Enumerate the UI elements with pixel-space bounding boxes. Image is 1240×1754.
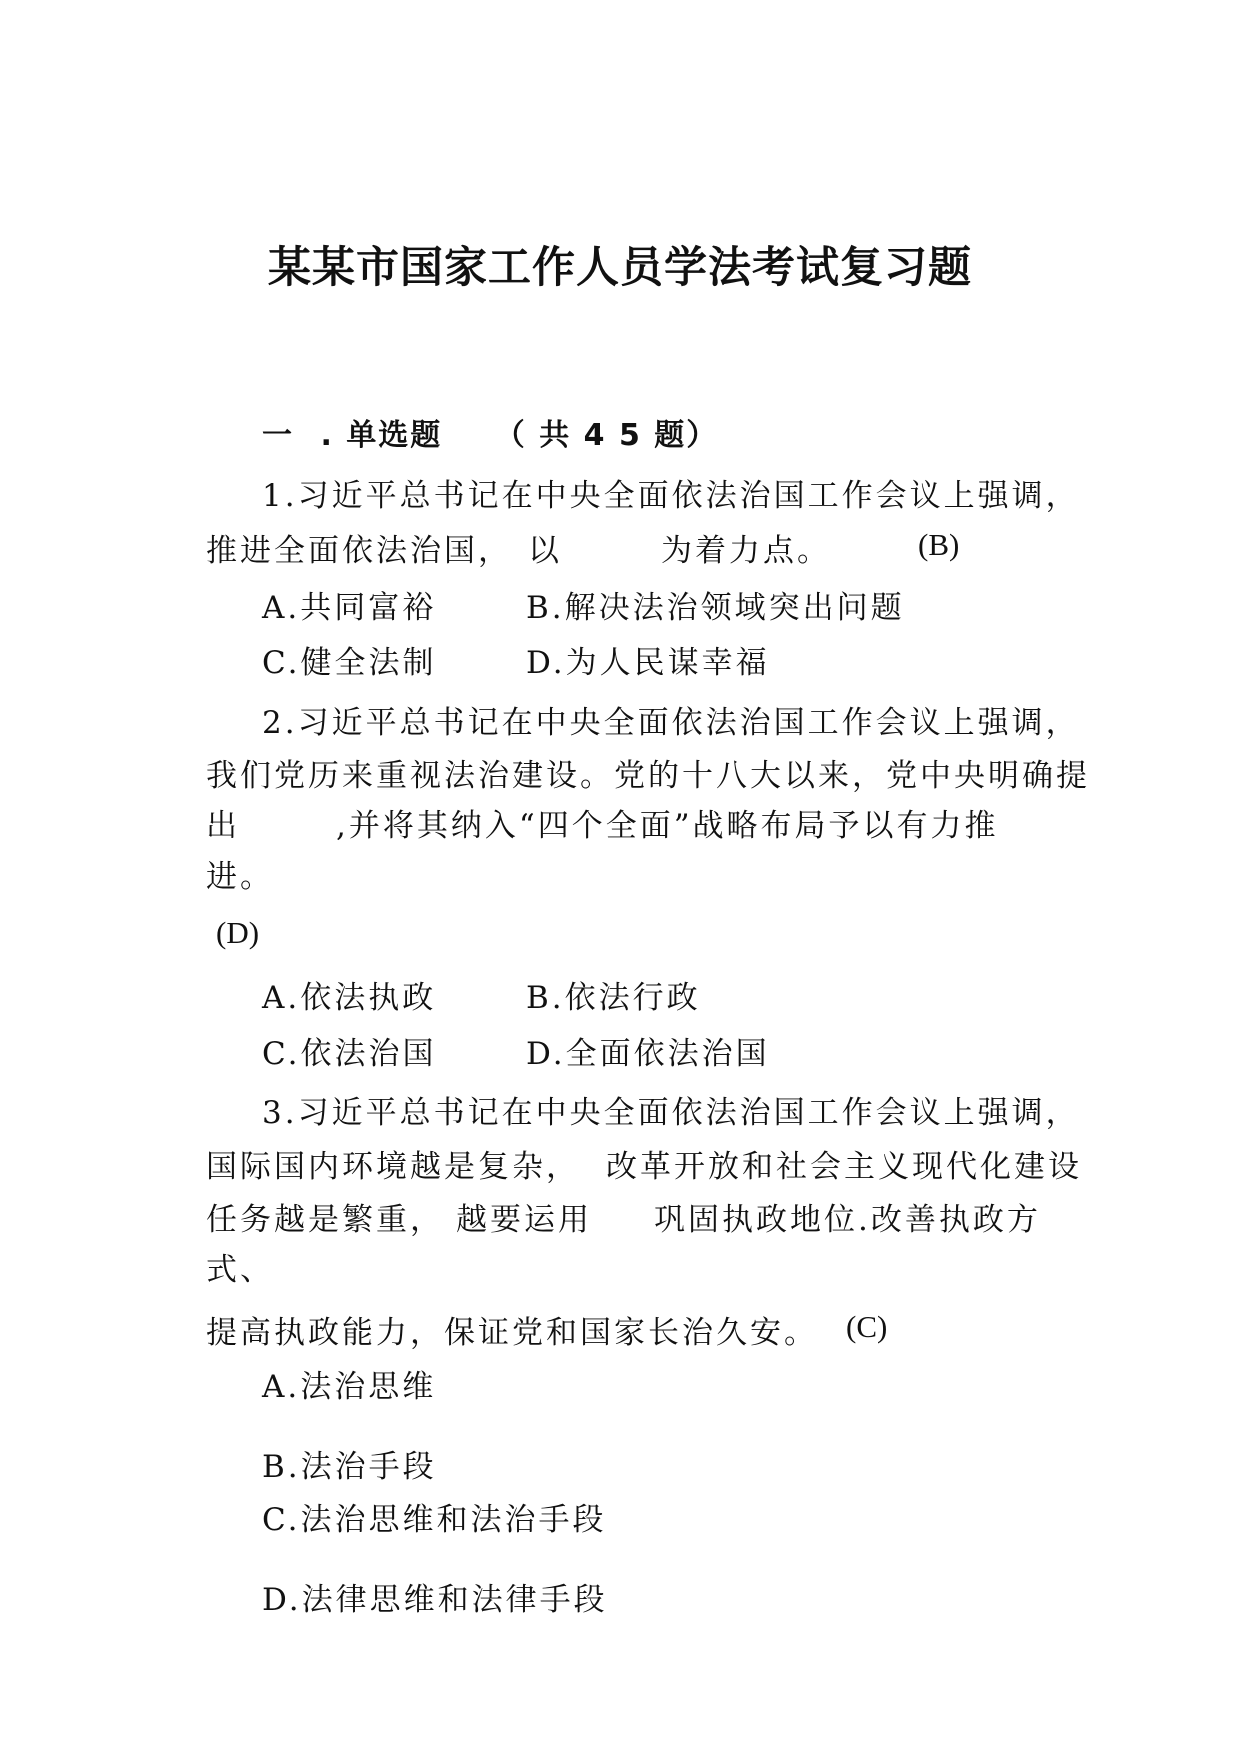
document-title: 某某市国家工作人员学法考试复习题 [268, 243, 972, 293]
question-line: 2.习近平总书记在中央全面依法治国工作会议上强调， [262, 705, 1080, 741]
question-line: 3.习近平总书记在中央全面依法治国工作会议上强调， [262, 1095, 1080, 1131]
question-line: 以 [528, 533, 562, 569]
question-line: 出 [206, 808, 240, 844]
answer-key: (B) [918, 527, 960, 562]
option-c: C.法治思维和法治手段 [262, 1502, 607, 1538]
question-line: 国际国内环境越是复杂， [206, 1149, 580, 1185]
section-dot: . [320, 418, 334, 453]
answer-key: (C) [846, 1309, 888, 1344]
question-line: 任务越是繁重， [206, 1202, 444, 1238]
question-line: ,并将其纳入“四个全面”战略布局予以有力推 [336, 808, 999, 844]
option-b: B.依法行政 [526, 980, 701, 1016]
option-a: A.共同富裕 [262, 590, 437, 626]
option-b: B.解决法治领域突出问题 [526, 590, 905, 626]
section-heading [262, 410, 718, 454]
option-b: B.法治手段 [262, 1449, 437, 1485]
question-line: 推进全面依法治国， [206, 533, 512, 569]
question-line: 1.习近平总书记在中央全面依法治国工作会议上强调， [262, 478, 1080, 514]
option-a: A.法治思维 [262, 1369, 437, 1405]
question-line: 越要运用 [456, 1202, 592, 1238]
question-line: 改革开放和社会主义现代化建设 [606, 1149, 1082, 1185]
option-a: A.依法执政 [262, 980, 437, 1016]
option-d: D.法律思维和法律手段 [262, 1582, 608, 1618]
section-number: 一 [262, 418, 294, 453]
section-name: 单选题 [346, 418, 443, 453]
question-line: 进。 [206, 859, 274, 895]
section-count: （ 共 4 5 题） [494, 418, 719, 453]
question-line: 巩固执政地位.改善执政方 [654, 1202, 1041, 1238]
option-c: C.依法治国 [262, 1036, 437, 1072]
answer-key: (D) [216, 915, 260, 950]
question-line: 式、 [206, 1252, 274, 1288]
question-line: 为着力点。 [661, 533, 831, 569]
question-line: 提高执政能力，保证党和国家长治久安。 [206, 1315, 818, 1351]
option-c: C.健全法制 [262, 645, 437, 681]
question-line: 我们党历来重视法治建设。党的十八大以来，党中央明确提 [206, 758, 1090, 794]
option-d: D.为人民谋幸福 [526, 645, 770, 681]
option-d: D.全面依法治国 [526, 1036, 770, 1072]
